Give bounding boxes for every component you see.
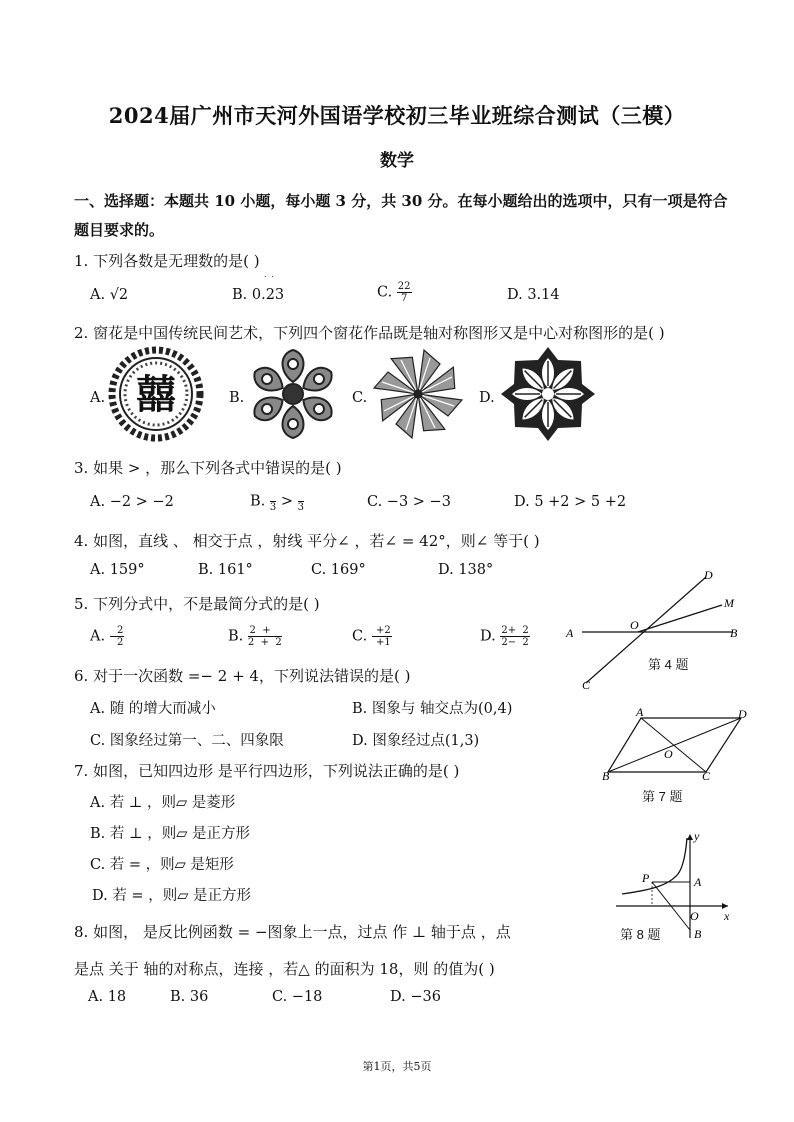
- q5-stem: 5. 下列分式中，不是最简分式的是( ): [74, 595, 320, 613]
- fig4-label: C: [582, 678, 591, 692]
- q5-option-d[interactable]: D. $\frac{2+ 2}{2- 2}$: [480, 625, 529, 648]
- q4-option-c[interactable]: C. 169°: [311, 562, 366, 578]
- fig4-label: D: [704, 568, 713, 582]
- q4-option-a[interactable]: A. 159°: [90, 562, 145, 578]
- q4-option-d[interactable]: D. 138°: [438, 562, 494, 578]
- fig8-label: y: [694, 830, 700, 843]
- fraction: $\frac{+2}{+1}$: [372, 625, 391, 648]
- fraction: 3: [270, 490, 276, 513]
- q1-option-d[interactable]: D. 3.14: [507, 287, 560, 303]
- q1-option-a[interactable]: A. √2: [90, 287, 129, 303]
- q3-option-b-gt: >: [280, 493, 294, 510]
- window-flower-c-image: [370, 346, 466, 442]
- fig8-label: x: [724, 909, 730, 923]
- q3-option-d[interactable]: D. 5 +2 > 5 +2: [514, 494, 627, 510]
- q5-option-b[interactable]: B. $\frac{2 +}{2 + 2}$: [228, 625, 282, 648]
- q7-option-d[interactable]: D. 若 = ，则▱ 是正方形: [92, 888, 251, 904]
- fraction: $\frac{22}{7}$: [397, 281, 411, 304]
- q3-option-a[interactable]: A. −2 > −2: [90, 494, 174, 510]
- window-flower-d-image: [500, 346, 596, 442]
- svg-text:囍: 囍: [136, 372, 176, 417]
- page-footer: 第1页，共5页: [362, 1060, 432, 1073]
- q8-option-b[interactable]: B. 36: [170, 989, 209, 1005]
- fig7-label: B: [602, 769, 610, 782]
- q3-stem: 3. 如果 > ，那么下列各式中错误的是( ): [74, 459, 342, 477]
- q3-option-c[interactable]: C. −3 > −3: [367, 494, 451, 510]
- figure-7-parallelogram-diagram: [596, 706, 756, 782]
- window-flower-b-image: [245, 346, 341, 442]
- fig8-label: B: [694, 927, 702, 941]
- fig7-label: C: [702, 769, 711, 782]
- q2-stem: 2. 窗花是中国传统民间艺术，下列四个窗花作品既是轴对称图形又是中心对称图形的是( ): [74, 324, 665, 342]
- q6-option-d[interactable]: D. 图象经过点(1,3): [352, 733, 480, 749]
- fig8-label: A: [694, 875, 702, 889]
- subject-title: 数学: [380, 151, 414, 171]
- fraction: 3: [298, 490, 304, 513]
- q2-option-d[interactable]: D.: [479, 390, 495, 406]
- figure-8-caption: 第 8 题: [620, 927, 661, 942]
- q7-stem: 7. 如图，已知四边形 是平行四边形，下列说法正确的是( ): [74, 762, 460, 780]
- fig4-label: A: [566, 626, 574, 640]
- q8-option-a[interactable]: A. 18: [88, 989, 127, 1005]
- figure-7-caption: 第 7 题: [642, 789, 683, 804]
- q6-option-b[interactable]: B. 图象与 轴交点为(0,4): [352, 701, 513, 717]
- q8-stem-line2: 是点 关于 轴的对称点，连接 ，若△ 的面积为 18，则 的值为( ): [74, 960, 495, 978]
- q6-stem: 6. 对于一次函数 =− 2 + 4，下列说法错误的是( ): [74, 667, 411, 685]
- q5-option-c[interactable]: C. $\frac{+2}{+1}$: [352, 625, 391, 648]
- window-flower-a-image: [108, 346, 204, 442]
- q3-option-b-prefix: B.: [250, 493, 266, 510]
- section-heading: 一、选择题：本题共 10 小题，每小题 3 分，共 30 分。在每小题给出的选项中，只有一项是符合题目要求的。: [74, 192, 728, 239]
- fig7-label: O: [664, 747, 673, 761]
- fig8-label: P: [642, 871, 650, 885]
- q2-option-a[interactable]: A.: [90, 390, 106, 406]
- q1-stem: 1. 下列各数是无理数的是( ): [74, 252, 260, 270]
- q7-option-b[interactable]: B. 若 ⊥ ，则▱ 是正方形: [90, 826, 250, 842]
- fig8-label: O: [690, 909, 699, 923]
- exam-title: 2024届广州市天河外国语学校初三毕业班综合测试（三模）: [108, 103, 686, 128]
- q6-option-a[interactable]: A. 随 的增大而减小: [90, 701, 216, 717]
- q4-stem: 4. 如图，直线 、 相交于点 ，射线 平分∠ ，若∠ = 42°，则∠ 等于( ): [74, 532, 540, 550]
- q1-option-b[interactable]: B. 0.23: [232, 287, 285, 303]
- fig4-label: M: [724, 596, 734, 610]
- q7-option-c[interactable]: C. 若 = ，则▱ 是矩形: [90, 857, 234, 873]
- q7-option-a[interactable]: A. 若 ⊥ ，则▱ 是菱形: [90, 795, 236, 811]
- q8-stem-line1: 8. 如图， 是反比例函数 = −图象上一点，过点 作 ⊥ 轴于点 ，点: [74, 923, 511, 941]
- figure-4-caption: 第 4 题: [648, 657, 689, 672]
- repeating-dots: ˙ ˙: [263, 276, 275, 286]
- fig7-label: A: [636, 706, 644, 719]
- fraction: $\frac{2}{2}$: [110, 625, 124, 648]
- q3-option-b[interactable]: [250, 490, 304, 513]
- fig4-label: B: [730, 626, 738, 640]
- q6-option-c[interactable]: C. 图象经过第一、二、四象限: [90, 733, 284, 749]
- q1-option-c-prefix: C.: [377, 284, 393, 301]
- q2-option-c[interactable]: C.: [352, 390, 368, 406]
- fig7-label: D: [738, 707, 747, 721]
- q1-option-c[interactable]: [377, 281, 412, 304]
- fraction: $\frac{2 +}{2 + 2}$: [247, 625, 282, 648]
- figure-4-lines-diagram: [558, 565, 748, 695]
- fig4-label: O: [630, 618, 639, 632]
- q8-option-c[interactable]: C. −18: [272, 989, 323, 1005]
- q8-option-d[interactable]: D. −36: [390, 989, 441, 1005]
- q4-option-b[interactable]: B. 161°: [198, 562, 253, 578]
- q5-option-a[interactable]: A. $\frac{2}{2}$: [90, 625, 124, 648]
- q2-option-b[interactable]: B.: [229, 390, 245, 406]
- fraction: $\frac{2+ 2}{2- 2}$: [501, 625, 529, 648]
